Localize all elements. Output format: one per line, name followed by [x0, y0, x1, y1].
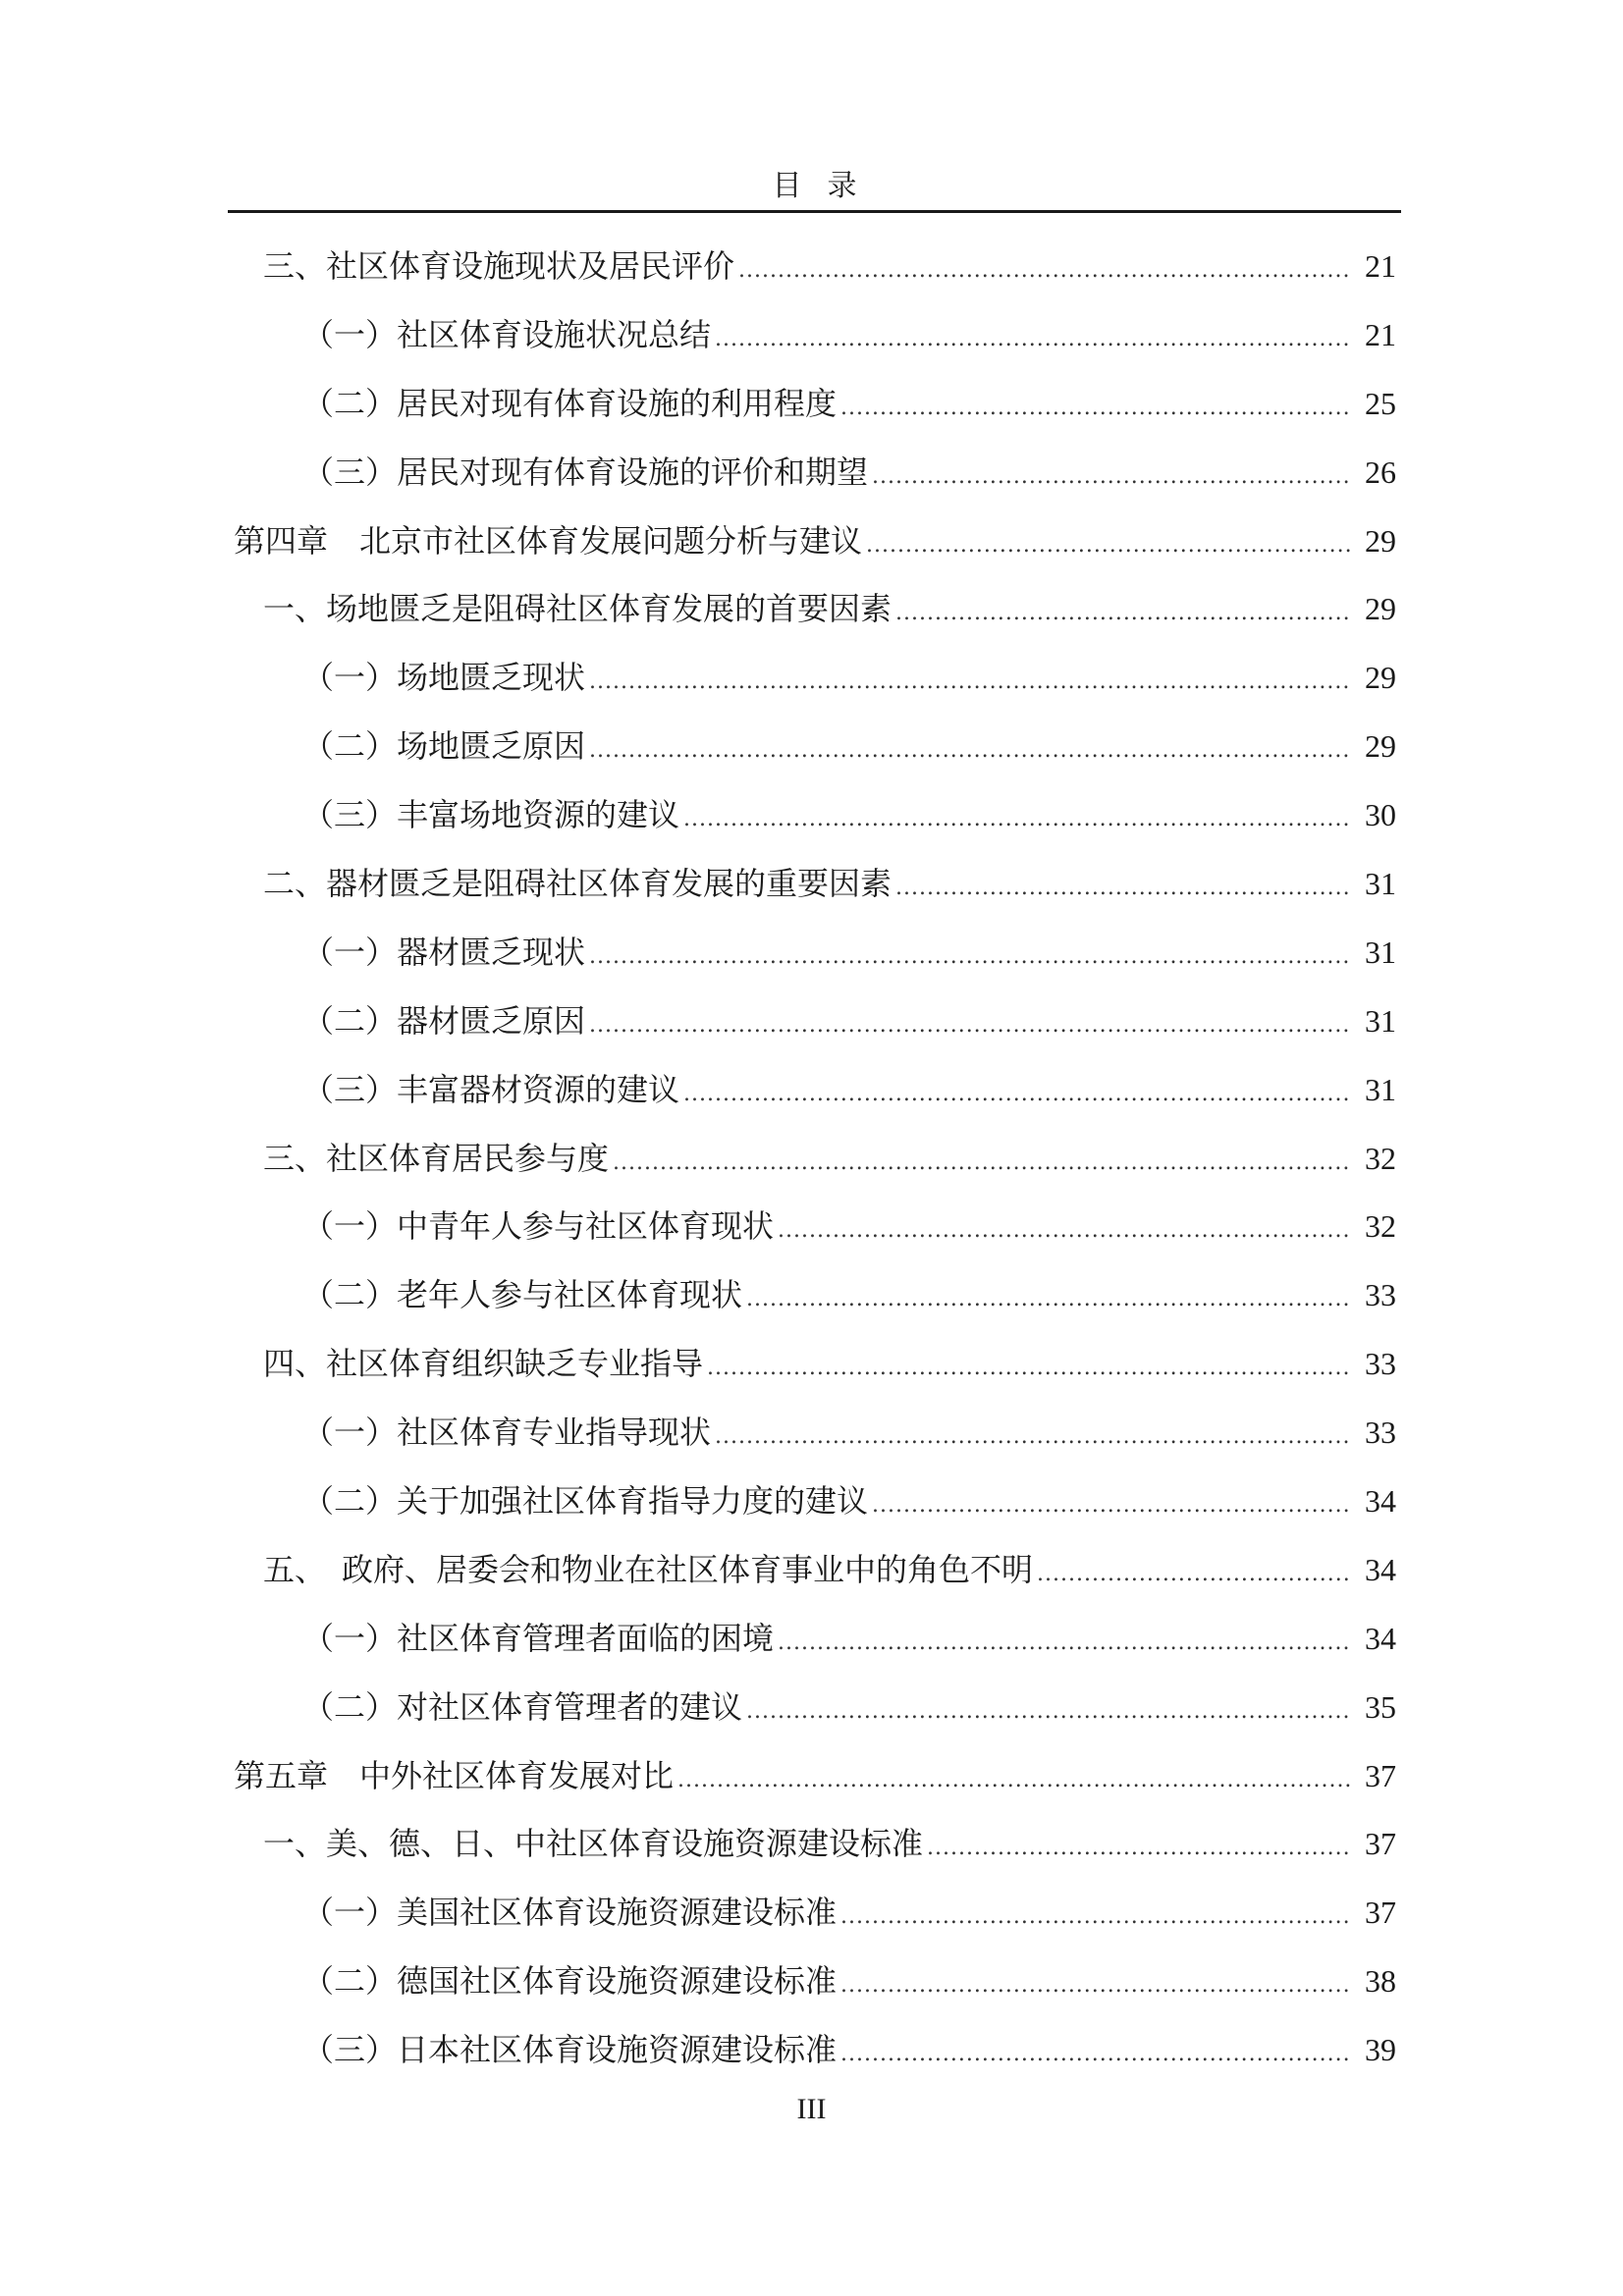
dot-leader	[840, 374, 1351, 443]
toc-entry[interactable]	[228, 1192, 1396, 1260]
toc-entry-page: 29	[1365, 660, 1396, 696]
toc-entry-title: （一）社区体育设施状况总结	[302, 315, 712, 353]
toc-entry-title: 第五章 中外社区体育发展对比	[234, 1756, 675, 1794]
toc-entry[interactable]	[228, 1673, 1396, 1741]
dot-leader	[715, 1403, 1351, 1471]
toc-entry[interactable]	[228, 1809, 1396, 1878]
dot-leader	[872, 1471, 1351, 1540]
toc-entry-title: 三、社区体育居民参与度	[263, 1139, 610, 1177]
toc-entry-page: 34	[1365, 1483, 1396, 1520]
toc-entry[interactable]	[228, 1947, 1396, 2015]
toc-entry[interactable]	[228, 369, 1396, 438]
toc-entry[interactable]	[228, 574, 1396, 643]
toc-entry[interactable]	[228, 849, 1396, 918]
toc-entry[interactable]	[228, 643, 1396, 712]
toc-entry-title: （二）器材匮乏原因	[302, 1001, 586, 1040]
toc-entry[interactable]	[228, 438, 1396, 507]
toc-entry-page: 31	[1365, 1071, 1396, 1107]
toc-entry[interactable]	[228, 1741, 1396, 1810]
dot-leader	[715, 305, 1351, 374]
toc-entry-page: 39	[1365, 2032, 1396, 2068]
toc-entry-title: （二）德国社区体育设施资源建设标准	[302, 1962, 838, 2001]
toc-entry[interactable]	[228, 300, 1396, 369]
toc-entry-page: 37	[1365, 1757, 1396, 1793]
toc-entry-page: 34	[1365, 1551, 1396, 1587]
toc-entry-title: （一）场地匮乏现状	[302, 659, 586, 697]
toc-entry-page: 37	[1365, 1826, 1396, 1862]
toc-entry-page: 31	[1365, 934, 1396, 970]
toc-entry-title: 一、美、德、日、中社区体育设施资源建设标准	[263, 1825, 924, 1863]
toc-entry-page: 34	[1365, 1620, 1396, 1656]
toc-entry[interactable]	[228, 780, 1396, 849]
dot-leader	[589, 717, 1351, 785]
toc-entry-title: （三）丰富器材资源的建议	[302, 1070, 680, 1108]
dot-leader	[840, 1883, 1351, 1951]
dot-leader	[589, 991, 1351, 1060]
page-header	[228, 167, 1401, 213]
dot-leader	[866, 511, 1351, 580]
toc-entry-title: （一）中青年人参与社区体育现状	[302, 1207, 775, 1246]
toc-entry[interactable]	[228, 987, 1396, 1055]
dot-leader	[707, 1334, 1351, 1403]
dot-leader	[895, 579, 1351, 648]
toc-entry-title: 一、场地匮乏是阻碍社区体育发展的首要因素	[263, 590, 893, 628]
toc-entry[interactable]	[228, 1604, 1396, 1673]
toc-entry-title: 第四章 北京市社区体育发展问题分析与建议	[234, 521, 863, 560]
toc-entry[interactable]	[228, 507, 1396, 575]
toc-entry[interactable]	[228, 1329, 1396, 1398]
table-of-contents	[228, 232, 1396, 2084]
dot-leader	[872, 443, 1351, 511]
dot-leader	[840, 1951, 1351, 2020]
toc-entry-page: 21	[1365, 316, 1396, 352]
toc-entry-title: （二）场地匮乏原因	[302, 727, 586, 766]
dot-leader	[589, 923, 1351, 991]
dot-leader	[738, 237, 1351, 305]
page-number: III	[796, 2093, 827, 2125]
toc-entry-page: 25	[1365, 385, 1396, 421]
toc-entry[interactable]	[228, 1467, 1396, 1535]
toc-entry-title: （三）丰富场地资源的建议	[302, 796, 680, 834]
toc-entry[interactable]	[228, 712, 1396, 780]
toc-entry-page: 35	[1365, 1688, 1396, 1725]
toc-entry-page: 37	[1365, 1895, 1396, 1931]
dot-leader	[677, 1746, 1351, 1815]
toc-entry-page: 26	[1365, 454, 1396, 490]
toc-entry-page: 31	[1365, 1002, 1396, 1039]
dot-leader	[927, 1814, 1351, 1883]
toc-entry-title: 五、 政府、居委会和物业在社区体育事业中的角色不明	[263, 1550, 1034, 1588]
toc-entry[interactable]	[228, 1398, 1396, 1467]
dot-leader	[778, 1197, 1351, 1265]
dot-leader	[746, 1265, 1351, 1334]
toc-entry-title: （三）居民对现有体育设施的评价和期望	[302, 453, 869, 491]
dot-leader	[895, 854, 1351, 923]
toc-entry-page: 33	[1365, 1346, 1396, 1382]
toc-entry-page: 21	[1365, 248, 1396, 284]
toc-entry-title: （一）美国社区体育设施资源建设标准	[302, 1894, 838, 1932]
dot-leader	[589, 648, 1351, 717]
page-title: 目录	[772, 169, 883, 203]
toc-entry-page: 33	[1365, 1277, 1396, 1313]
toc-entry-title: （一）器材匮乏现状	[302, 933, 586, 971]
toc-entry-title: （二）对社区体育管理者的建议	[302, 1687, 743, 1726]
toc-entry-page: 38	[1365, 1963, 1396, 2000]
toc-entry-title: （二）居民对现有体育设施的利用程度	[302, 384, 838, 422]
toc-entry-page: 32	[1365, 1208, 1396, 1245]
dot-leader	[683, 1060, 1351, 1129]
toc-entry[interactable]	[228, 918, 1396, 987]
dot-leader	[613, 1129, 1351, 1198]
dot-leader	[746, 1678, 1351, 1746]
toc-entry-title: （一）社区体育专业指导现状	[302, 1414, 712, 1452]
toc-entry[interactable]	[228, 1260, 1396, 1329]
toc-entry[interactable]	[228, 232, 1396, 300]
toc-entry-page: 31	[1365, 866, 1396, 902]
toc-entry-title: （三）日本社区体育设施资源建设标准	[302, 2031, 838, 2069]
toc-entry[interactable]	[228, 2015, 1396, 2084]
dot-leader	[840, 2020, 1351, 2089]
toc-entry-title: （二）关于加强社区体育指导力度的建议	[302, 1482, 869, 1521]
toc-entry-title: 三、社区体育设施现状及居民评价	[263, 247, 735, 285]
toc-entry-title: （一）社区体育管理者面临的困境	[302, 1619, 775, 1657]
toc-entry-page: 30	[1365, 797, 1396, 833]
toc-entry-title: 四、社区体育组织缺乏专业指导	[263, 1345, 704, 1383]
toc-entry-page: 32	[1365, 1140, 1396, 1176]
toc-entry-title: （二）老年人参与社区体育现状	[302, 1276, 743, 1314]
toc-entry[interactable]	[228, 1124, 1396, 1193]
dot-leader	[1037, 1540, 1351, 1609]
toc-entry-title: 二、器材匮乏是阻碍社区体育发展的重要因素	[263, 865, 893, 903]
toc-entry[interactable]	[228, 1535, 1396, 1604]
toc-entry-page: 33	[1365, 1415, 1396, 1451]
dot-leader	[778, 1609, 1351, 1678]
dot-leader	[683, 785, 1351, 854]
toc-entry-page: 29	[1365, 591, 1396, 627]
toc-entry[interactable]	[228, 1055, 1396, 1124]
toc-entry-page: 29	[1365, 522, 1396, 559]
toc-entry-page: 29	[1365, 728, 1396, 765]
toc-entry[interactable]	[228, 1878, 1396, 1947]
